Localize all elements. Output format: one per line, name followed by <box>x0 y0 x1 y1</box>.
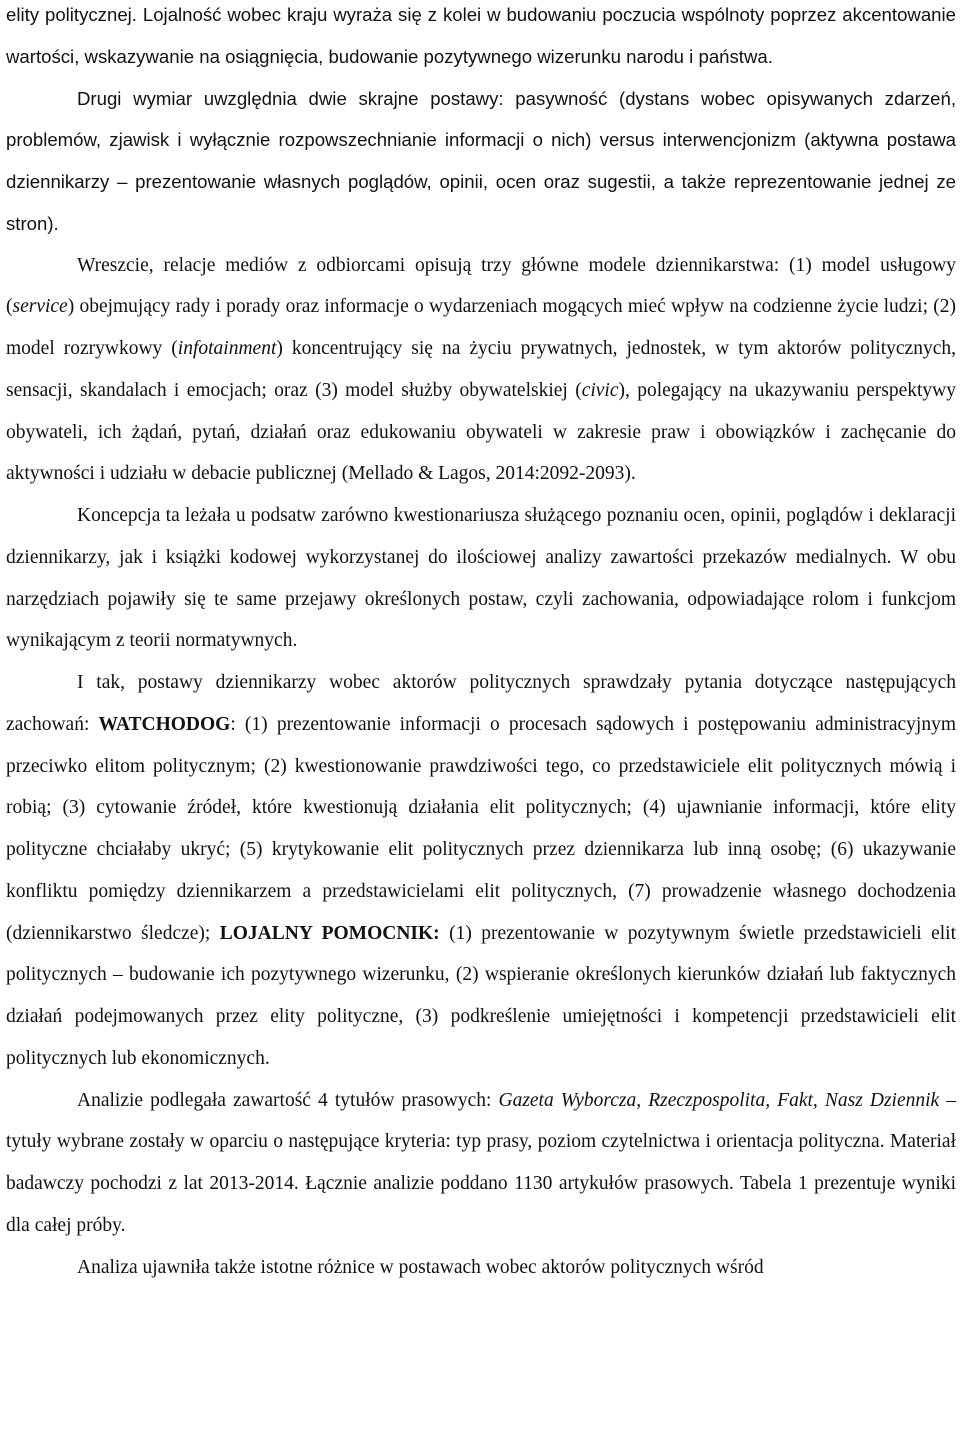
paragraph-6-text-c: – tytuły wybrane zostały w oparciu o następujące kryteria: typ prasy, poziom czytelnictwa i orientacja polityczna. Materiał badawczy pochodzi z lat 2013-2014. Łącznie analizie poddano 1130 artykułów prasowych. Tabela 1 prezentuje wyniki dla całej próby. <box>6 1089 957 1236</box>
term-service: service <box>12 296 68 318</box>
paragraph-5 <box>6 662 956 1080</box>
paragraph-4-text-b: W obu narzędziach pojawiły się te same przejawy określonych postaw, czyli zachowania, odpowiadające rolom i funkcjom wynikającym z teorii normatywnych. <box>6 546 957 652</box>
paragraph-5-text-c: : (1) prezentowanie informacji o procesach sądowych i postępowaniu administracyjnym przeciwko elitom politycznym; (2) kwestionowanie prawdziwości tego, co przedstawiciele elit politycznych mówią i robią; (3) cytowanie źródeł, które kwestionują działania elit politycznych; (4) ujawnianie informacji, które elity polityczne chciałaby ukryć; (5) krytykowanie elit politycznych przez dziennikarza lub inną osobę; (6) ukazywanie konfliktu pomiędzy dziennikarzem a przedstawicielami elit politycznych, (7) prowadzenie własnego dochodzenia (dziennikarstwo śledcze); <box>6 713 957 944</box>
paragraph-2 <box>6 78 956 245</box>
term-civic: civic <box>581 379 619 401</box>
paragraph-7 <box>6 1247 956 1289</box>
document-page <box>6 0 956 1288</box>
term-infotainment: infotainment <box>177 338 277 359</box>
paragraph-1 <box>6 0 956 78</box>
paragraph-5-text-a: I tak, postawy dziennikarzy wobec aktorów politycznych sprawdzały pytania dotyczące następujących zachowań: <box>6 672 956 735</box>
paragraph-6-text-a: Analizie podlegała zawartość 4 tytułów prasowych: <box>77 1089 499 1111</box>
label-lojalny-pomocnik: LOJALNY POMOCNIK: <box>219 922 440 944</box>
paragraph-2-text: Drugi wymiar uwzględnia dwie skrajne postawy: pasywność (dystans wobec opisywanych zdarzeń, problemów, zjawisk i wyłącznie rozpowszechnianie informacji o nich) versus interwencjonizm (aktywna postawa dziennikarzy – prezentowanie własnych poglądów, opinii, ocen oraz sugestii, a także reprezentowanie jednej ze stron). <box>6 87 956 234</box>
paragraph-6 <box>6 1080 956 1247</box>
paragraph-3-text-c: ) obejmujący rady i porady oraz informacje o wydarzeniach mogących mieć wpływ na codzienne życie ludzi; (2) model rozrywkowy ( <box>6 296 956 359</box>
paragraph-3 <box>6 245 956 496</box>
paragraph-4 <box>6 495 956 662</box>
paragraph-3-text-e: ) koncentrujący się na życiu prywatnych, jednostek, w tym aktorów politycznych, sensacji, skandalach i emocjach; oraz (3) model służby obywatelskiej ( <box>6 338 956 401</box>
paragraph-4-text-a: Koncepcja ta leżała u podsatw zarówno kwestionariusza służącego poznaniu ocen, opinii, poglądów i deklaracji dziennikarzy, jak i książki kodowej wykorzystanej do ilościowej analizy zawartości przekazów medialnych. <box>6 505 956 568</box>
label-watchdog: WATCHODOG <box>98 713 231 735</box>
paragraph-3-text-a: Wreszcie, relacje mediów z odbiorcami opisują trzy główne modele dziennikarstwa: (1) model usługowy ( <box>6 254 956 318</box>
paragraph-5-text-e: (1) prezentowanie w pozytywnym świetle przedstawicieli elit politycznych – budowanie ich pozytywnego wizerunku, (2) wspieranie określonych kierunków działań lub faktycznych działań podejmowanych przez elity polityczne, (3) podkreślenie umiejętności i kompetencji przedstawicieli elit politycznych lub ekonomicznych. <box>6 922 957 1069</box>
press-titles: Gazeta Wyborcza, Rzeczpospolita, Fakt, Nasz Dziennik <box>498 1089 940 1111</box>
paragraph-3-text-g: ), polegający na ukazywaniu perspektywy obywateli, ich żądań, pytań, działań oraz edukowaniu obywateli w zakresie praw i obowiązków i zachęcanie do aktywności i udziału w debacie publicznej (Mellado & Lagos, 2014:2092-2093). <box>6 379 956 485</box>
paragraph-1-text: elity politycznej. Lojalność wobec kraju wyraża się z kolei w budowaniu poczucia wspólnoty poprzez akcentowanie wartości, wskazywanie na osiągnięcia, budowanie pozytywnego wizerunku narodu i państwa. <box>6 4 956 67</box>
paragraph-7-text: Analiza ujawniła także istotne różnice w postawach wobec aktorów politycznych wśród <box>77 1256 764 1278</box>
